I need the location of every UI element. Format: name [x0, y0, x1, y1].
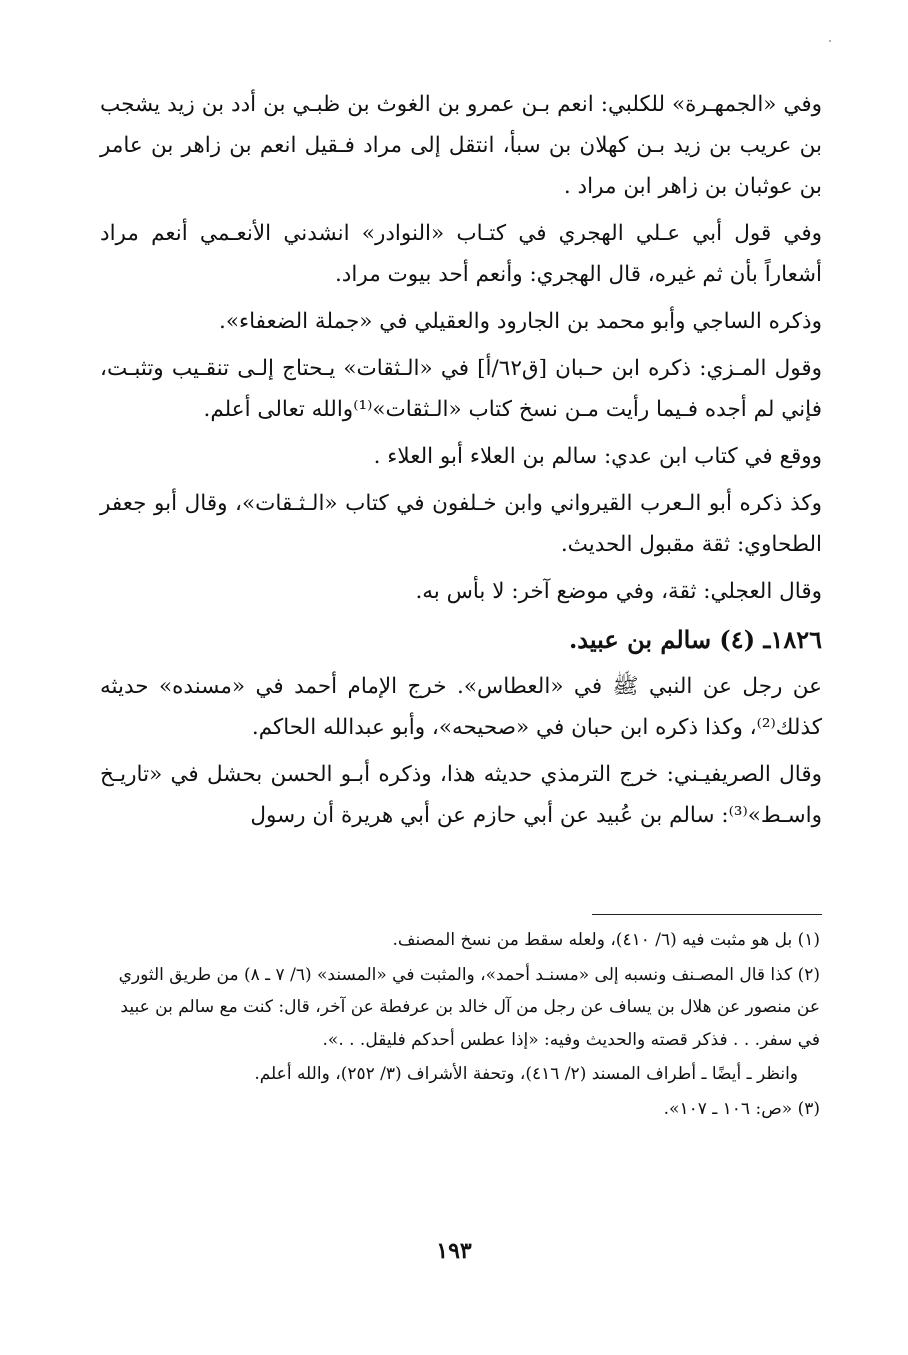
paragraph-mizzi: وقول المـزي: ذكره ابن حـبان [ق٦٢/أ] في «الـثقات» يـحتاج إلـى تنقـيب وتثبـت، فإني لم أجده فـيما رأيت مـن نسخ كتاب «الـثقات»⁽¹⁾والله تعالى أعلم. — [100, 356, 822, 422]
footnotes — [104, 924, 820, 1127]
footnote-number: (١) — [797, 930, 820, 950]
paragraph-hajari: وفي قول أبي عـلي الهجري في كتـاب «النوادر» انشدني الأنعـمي أنعم مراد أشعاراً بأن ثم غيره، قال الهجري: وأنعم أحد بيوت مراد. — [100, 221, 822, 287]
page-number: ١٩٣ — [436, 1238, 472, 1264]
footnote-text: بل هو مثبت فيه (٦/ ٤١٠)، ولعله سقط من نسخ المصنف. — [392, 930, 793, 950]
footnote-2-continuation — [104, 1058, 820, 1091]
footnote-divider — [592, 914, 822, 915]
footnote-text: كذا قال المصـنف ونسبه إلى «مسنـد أحمد»، والمثبت في «المسند» (٦/ ٧ ـ ٨) من طريق الثوري عن منصور عن هلال بن يساف عن رجل من آل خالد بن عرفطة عن آخر، قال: كنت مع سالم بن عبيد في سفر. . . فذكر قصته والحديث وفيه: «إذا عطس أحدكم فليقل. . .». — [118, 964, 820, 1050]
paragraph-entry-sarifini: وقال الصريفيـني: خرج الترمذي حديثه هذا، وذكره أبـو الحسن بحشل في «تاريـخ واسـط»⁽³⁾: سالم بن عُبيد عن أبي حازم عن أبي هريرة أن رسول — [100, 762, 822, 828]
footnote-number: (٣) — [797, 1098, 820, 1119]
paragraph-ijli: وقال العجلي: ثقة، وفي موضع آخر: لا بأس به. — [415, 579, 822, 604]
scan-speck — [829, 40, 831, 42]
main-text — [100, 84, 822, 842]
paragraph-qayrawani: وكذ ذكره أبو الـعرب القيرواني وابن خـلفون في كتاب «الـثـقات»، وقال أبو جعفر الطحاوي: ثقة مقبول الحديث. — [100, 491, 822, 557]
paragraph-saji: وذكره الساجي وأبو محمد بن الجارود والعقيلي في «جملة الضعفاء». — [219, 309, 822, 334]
entry-heading: ١٨٢٦ـ (٤) سالم بن عبيد. — [568, 625, 822, 654]
paragraph-ibn-adi: ووقع في كتاب ابن عدي: سالم بن العلاء أبو العلاء . — [373, 444, 822, 469]
footnote-3 — [104, 1093, 820, 1126]
paragraph-entry-atas: عن رجل عن النبي ﷺ في «العطاس». خرج الإمام أحمد في «مسنده» حديثه كذلك⁽²⁾، وكذا ذكره ابن حبان في «صحيحه»، وأبو عبدالله الحاكم. — [100, 674, 822, 740]
footnote-1 — [104, 924, 820, 957]
footnote-text: «ص: ١٠٦ ـ ١٠٧». — [663, 1098, 793, 1119]
paragraph-jamhara: وفي «الجمهـرة» للكلبي: انعم بـن عمرو بن الغوث بن ظبـي بن أدد بن زيد يشجب بن عريب بن زيد بـن كهلان بن سبأ، انتقل إلى مراد فـقيل انعم بن زاهر بن عامر بن عوثبان بن زاهر ابن مراد . — [100, 92, 822, 199]
footnote-2 — [104, 959, 820, 1057]
footnote-number: (٢) — [797, 964, 820, 985]
footnote-text: وانظر ـ أيضًا ـ أطراف المسند (٢/ ٤١٦)، وتحفة الأشراف (٣/ ٢٥٢)، والله أعلم. — [254, 1064, 798, 1084]
